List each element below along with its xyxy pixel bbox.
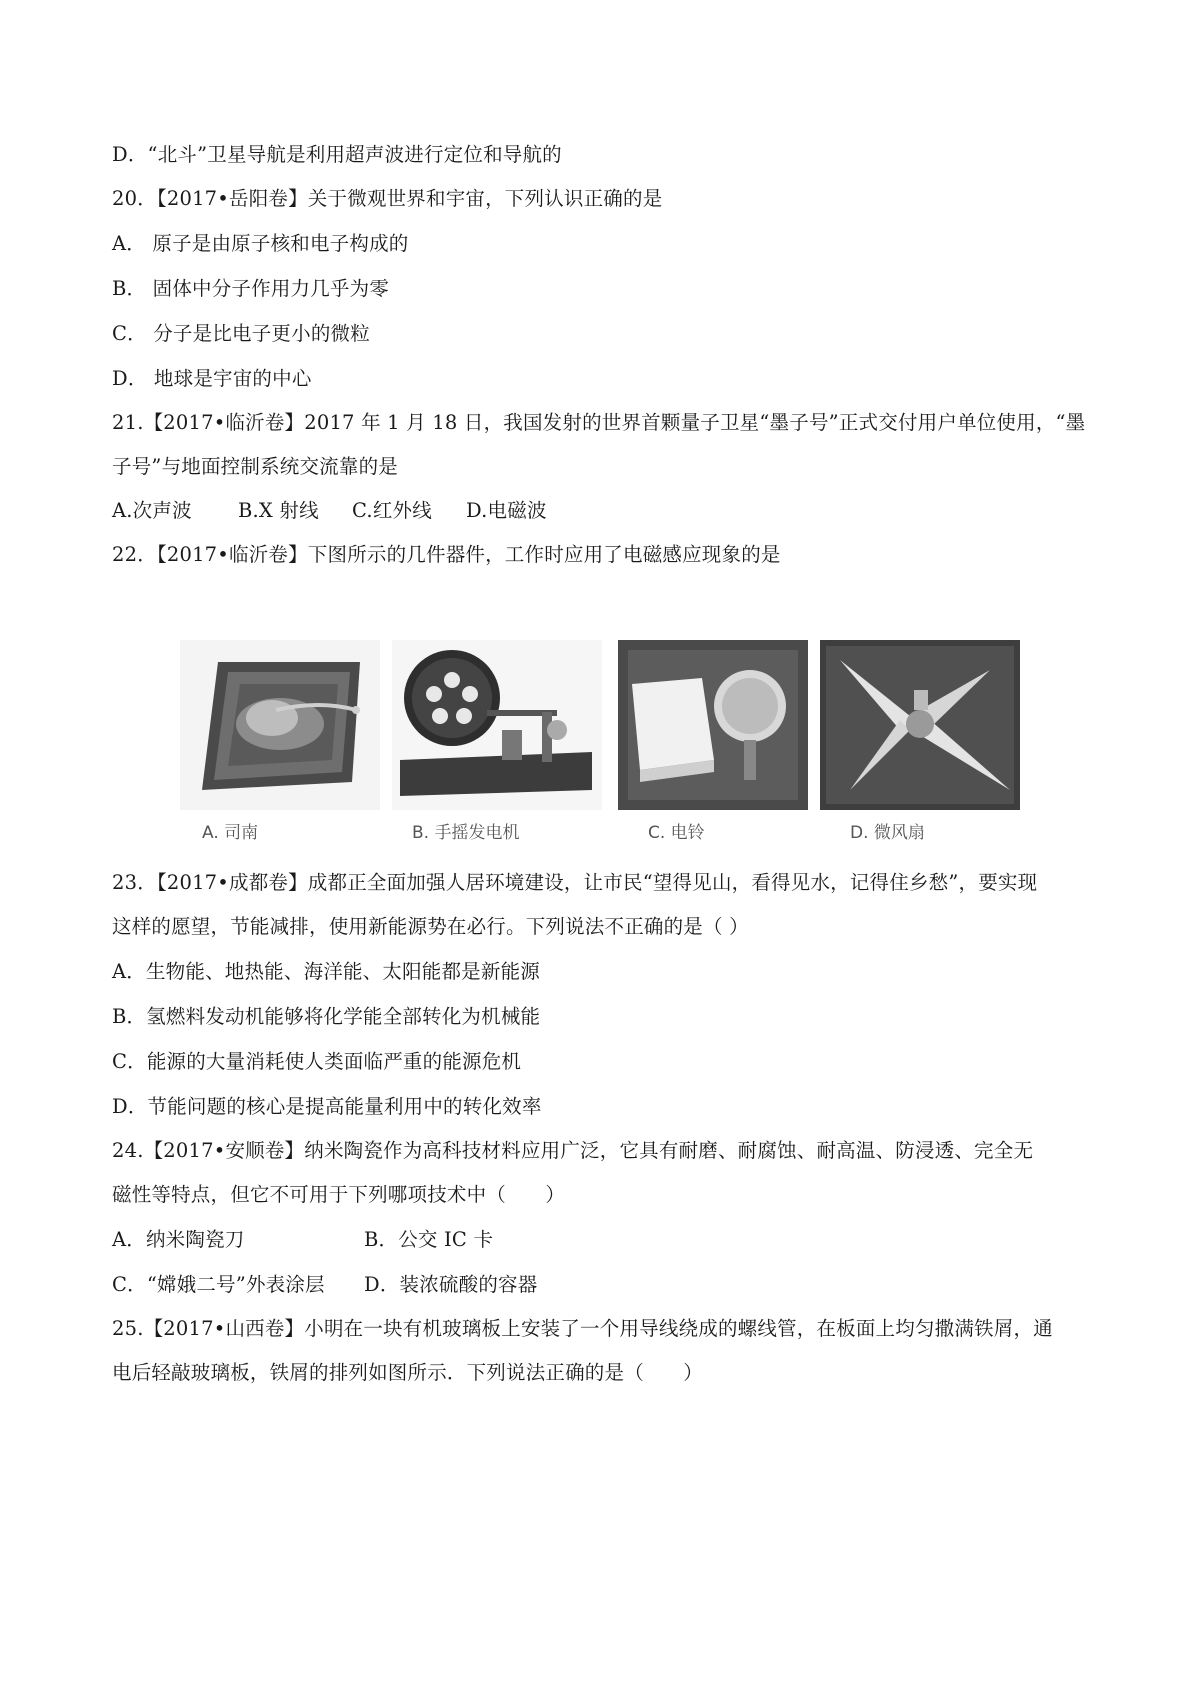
caption-a: A. 司南 (202, 823, 259, 843)
q24-option-b: B．公交 IC 卡 (364, 1228, 494, 1251)
q25-stem-line2: 电后轻敲玻璃板，铁屑的排列如图所示．下列说法正确的是（ ） (112, 1361, 704, 1384)
q21-options (112, 497, 1012, 525)
q22-figure (180, 640, 1030, 850)
q20-option-d: D． 地球是宇宙的中心 (112, 367, 312, 390)
q21-option-d: D.电磁波 (466, 499, 547, 522)
q21-option-a: A.次声波 (112, 499, 192, 522)
q24-options-row1 (112, 1226, 1012, 1254)
sinan-compass-image (180, 640, 380, 810)
q24-option-a: A．纳米陶瓷刀 (112, 1228, 245, 1251)
q21-option-b: B.X 射线 (238, 499, 319, 522)
q23-option-c: C．能源的大量消耗使人类面临严重的能源危机 (112, 1050, 522, 1073)
figure-a-compass (180, 640, 380, 850)
hand-generator-image (392, 640, 602, 810)
figure-b-generator (392, 640, 602, 850)
q24-option-c: C．“嫦娥二号”外表涂层 (112, 1273, 325, 1296)
q25-stem-line1: 25.【2017•山西卷】小明在一块有机玻璃板上安装了一个用导线绕成的螺线管，在板面上均匀撒满铁屑，通 (112, 1317, 1053, 1340)
q21-stem-line1: 21.【2017•临沂卷】2017 年 1 月 18 日，我国发射的世界首颗量子卫星“墨子号”正式交付用户单位使用，“墨 (112, 411, 1086, 434)
figure-d-fan (820, 640, 1030, 850)
caption-b: B. 手摇发电机 (412, 823, 520, 843)
q20-option-a: A． 原子是由原子核和电子构成的 (112, 232, 409, 255)
q23-stem-line2: 这样的愿望，节能减排，使用新能源势在必行。下列说法不正确的是（ ） (112, 915, 749, 938)
q23-option-b: B．氢燃料发动机能够将化学能全部转化为机械能 (112, 1005, 541, 1028)
q23-stem-line1: 23．【2017•成都卷】成都正全面加强人居环境建设，让市民“望得见山，看得见水，记得住乡愁”，要实现 (112, 871, 1038, 894)
q23-option-d: D．节能问题的核心是提高能量利用中的转化效率 (112, 1095, 542, 1118)
micro-fan-image (820, 640, 1020, 810)
q21-option-c: C.红外线 (352, 499, 432, 522)
figure-c-bell (618, 640, 818, 850)
q24-option-d: D．装浓硫酸的容器 (364, 1273, 538, 1296)
q21-stem-line2: 子号”与地面控制系统交流靠的是 (112, 455, 398, 478)
q19-option-d: D．“北斗”卫星导航是利用超声波进行定位和导航的 (112, 143, 562, 166)
caption-c: C. 电铃 (648, 823, 705, 843)
q23-option-a: A．生物能、地热能、海洋能、太阳能都是新能源 (112, 960, 540, 983)
q22-stem: 22．【2017•临沂卷】下图所示的几件器件，工作时应用了电磁感应现象的是 (112, 543, 781, 566)
q20-option-c: C． 分子是比电子更小的微粒 (112, 322, 370, 345)
q24-stem-line1: 24.【2017•安顺卷】纳米陶瓷作为高科技材料应用广泛，它具有耐磨、耐腐蚀、耐高温、防浸透、完全无 (112, 1139, 1034, 1162)
q24-stem-line2: 磁性等特点，但它不可用于下列哪项技术中（ ） (112, 1183, 566, 1206)
q20-stem: 20．【2017•岳阳卷】关于微观世界和宇宙，下列认识正确的是 (112, 187, 663, 210)
q20-option-b: B． 固体中分子作用力几乎为零 (112, 277, 390, 300)
electric-bell-image (618, 640, 808, 810)
q24-options-row2 (112, 1271, 1012, 1299)
caption-d: D. 微风扇 (850, 823, 925, 843)
